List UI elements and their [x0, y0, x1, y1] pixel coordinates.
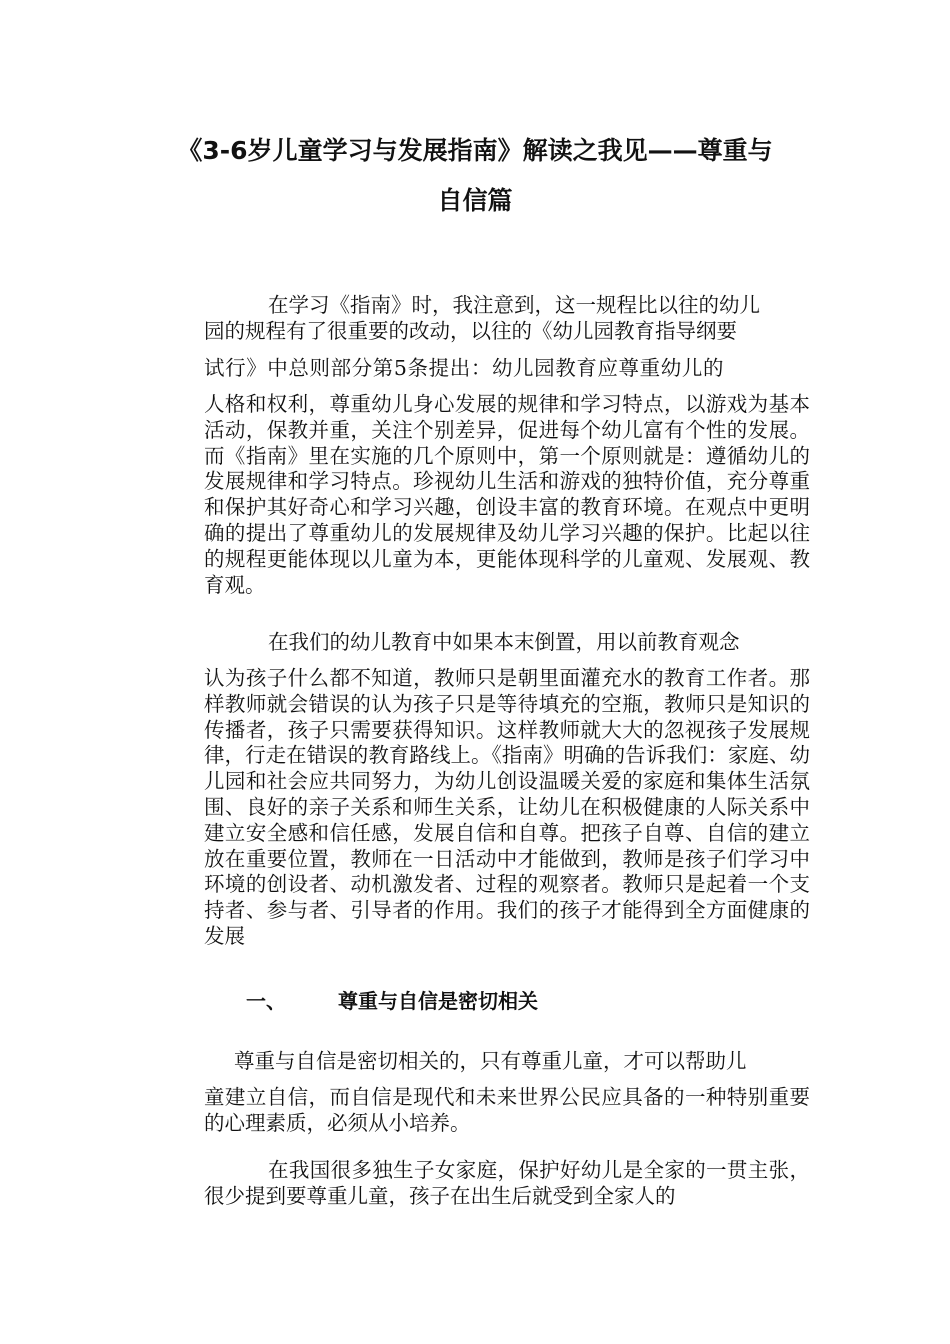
section-number: 一、	[246, 989, 286, 1013]
paragraph-1-body: 人格和权利，尊重幼儿身心发展的规律和学习特点，以游戏为基本活动，保教并重，关注个别差异，促进每个幼儿富有个性的发展。而《指南》里在实施的几个原则中，第一个原则就是：遵循幼儿的发展规律和学习特点。珍视幼儿生活和游戏的独特价值，充分尊重和保护其好奇心和学习兴趣，创设丰富的教育环境。在观点中更明确的提出了尊重幼儿的发展规律及幼儿学习兴趣的保护。比起以往的规程更能体现以儿童为本，更能体现科学的儿童观、发展观、教育观。	[204, 392, 810, 597]
paragraph-3-line-1: 尊重与自信是密切相关的，只有尊重儿童，才可以帮助儿	[234, 1049, 747, 1073]
document-title-line-1: 《3-6岁儿童学习与发展指南》解读之我见——尊重与	[177, 136, 773, 165]
paragraph-1-line-3: 试行》中总则部分第5条提出：幼儿园教育应尊重幼儿的	[204, 356, 725, 380]
paragraph-1-line-2: 园的规程有了很重要的改动，以往的《幼儿园教育指导纲要	[204, 319, 737, 343]
paragraph-3-body: 童建立自信，而自信是现代和未来世界公民应具备的一种特别重要的心理素质，必须从小培养。	[204, 1085, 810, 1135]
paragraph-2-body: 认为孩子什么都不知道，教师只是朝里面灌充水的教育工作者。那样教师就会错误的认为孩子只是等待填充的空瓶，教师只是知识的传播者，孩子只需要获得知识。这样教师就大大的忽视孩子发展规律，行走在错误的教育路线上。《指南》明确的告诉我们：家庭、幼儿园和社会应共同努力，为幼儿创设温暖关爱的家庭和集体生活氛围、良好的亲子关系和师生关系，让幼儿在积极健康的人际关系中建立安全感和信任感，发展自信和自尊。把孩子自尊、自信的建立放在重要位置，教师在一日活动中才能做到，教师是孩子们学习中环境的创设者、动机激发者、过程的观察者。教师只是起着一个支持者、参与者、引导者的作用。我们的孩子才能得到全方面健康的发展	[204, 666, 810, 948]
paragraph-4-body: 在我国很多独生子女家庭，保护好幼儿是全家的一贯主张，很少提到要尊重儿童，孩子在出生后就受到全家人的	[204, 1158, 810, 1208]
section-heading-1	[246, 988, 538, 1014]
paragraph-1-line-1: 在学习《指南》时，我注意到，这一规程比以往的幼儿	[268, 293, 760, 317]
section-title: 尊重与自信是密切相关	[338, 989, 538, 1013]
paragraph-2-line-1: 在我们的幼儿教育中如果本末倒置，用以前教育观念	[268, 630, 740, 654]
document-title-line-2: 自信篇	[437, 186, 513, 215]
